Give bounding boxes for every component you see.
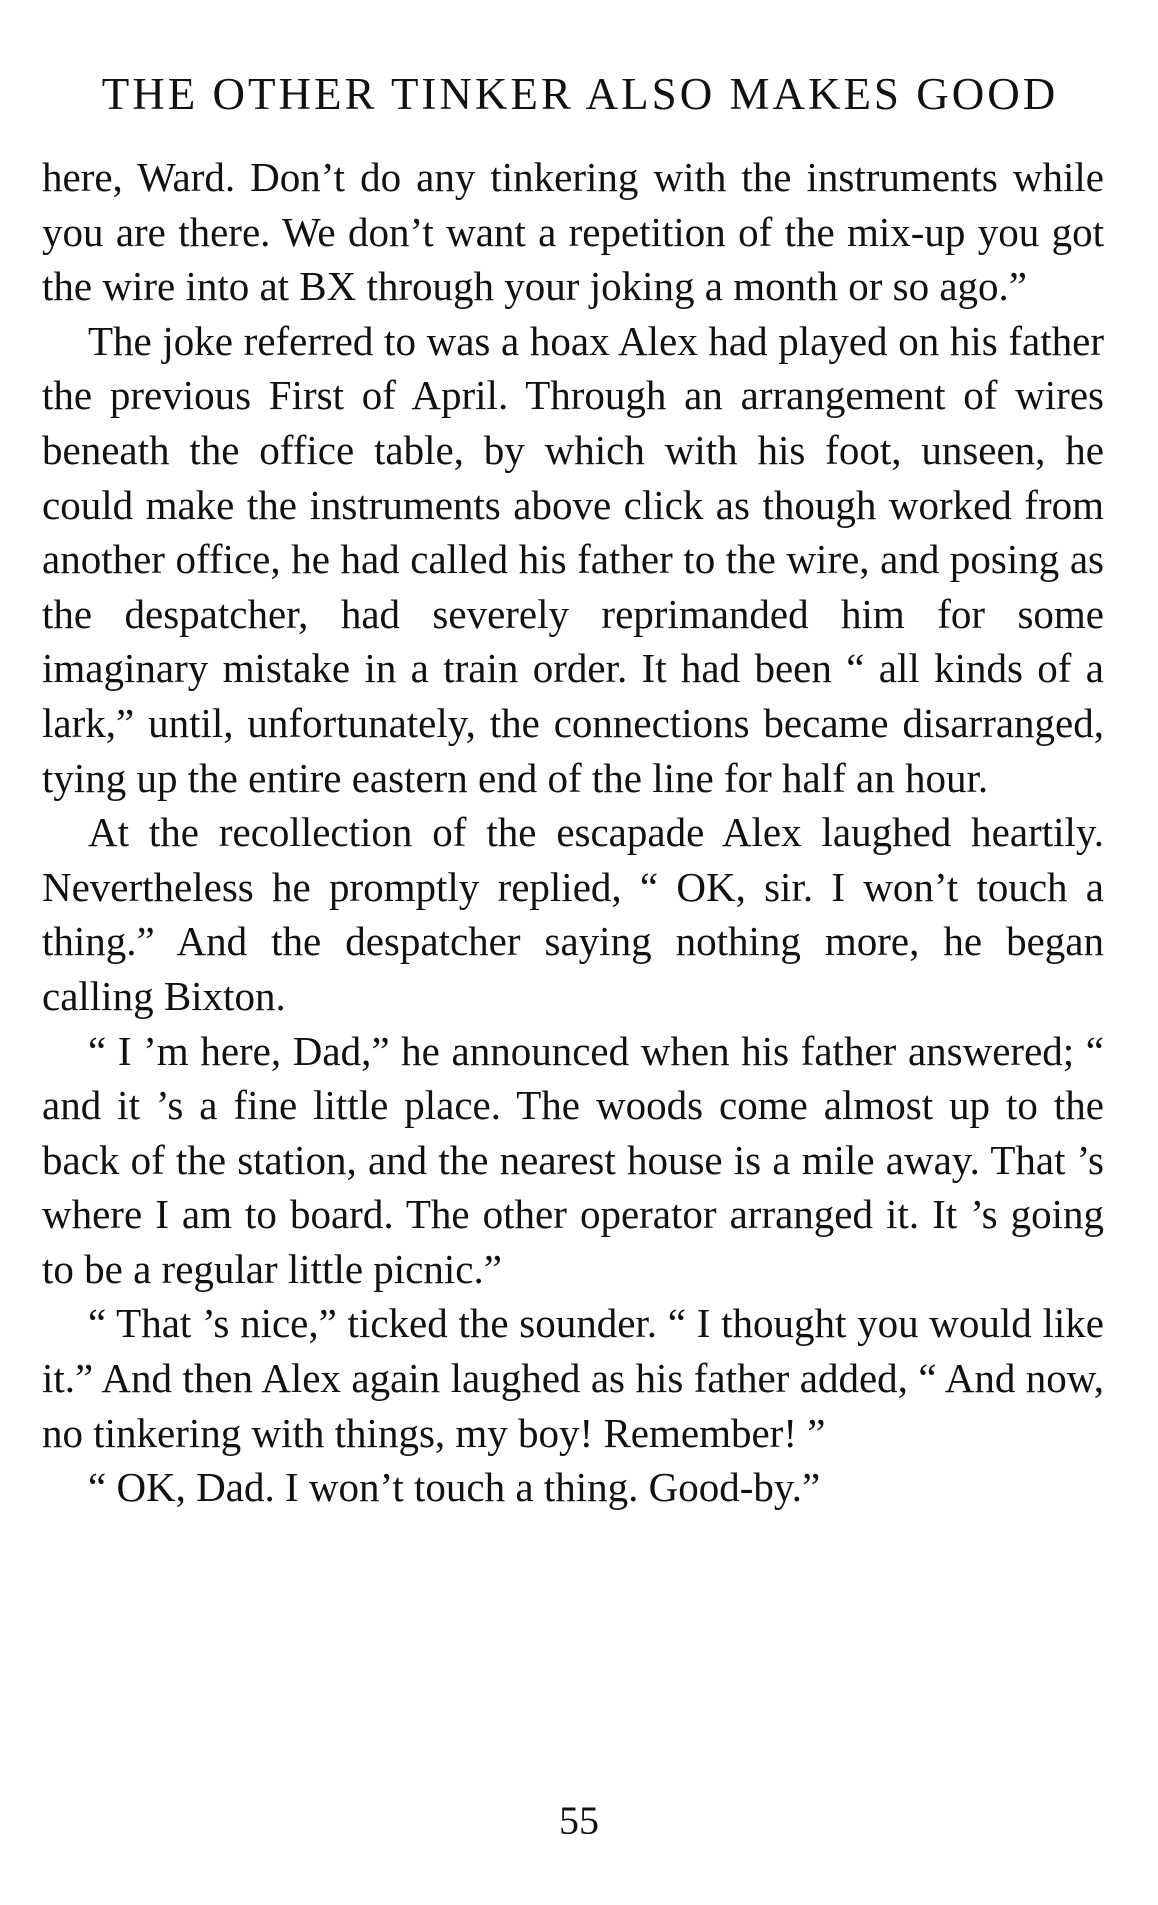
paragraph: “ That ’s nice,” ticked the sounder. “ I thought you would like it.” And then Alex again laughed as his father added, “ And now, no tinkering with things, my boy! Remember! ” bbox=[42, 1300, 1104, 1456]
paragraph: At the recollection of the escapade Alex laughed heartily. Nevertheless he promptly replied, “ OK, sir. I won’t touch a thing.” And the despatcher saying nothing more, he began calling Bixton. bbox=[42, 809, 1104, 1019]
page-number: 55 bbox=[559, 1798, 599, 1843]
paragraph: The joke referred to was a hoax Alex had played on his father the previous First of April. Through an arrangement of wires beneath the office table, by which with his foot, unseen, he could make the instruments above click as though worked from another office, he had called his father to the wire, and posing as the despatcher, had severely reprimanded him for some imaginary mistake in a train order. It had been “ all kinds of a lark,” until, unfortunately, the connections became disarranged, tying up the entire eastern end of the line for half an hour. bbox=[42, 317, 1104, 801]
paragraph: “ OK, Dad. I won’t touch a thing. Good-by.” bbox=[88, 1464, 821, 1511]
paragraph: “ I ’m here, Dad,” he announced when his father answered; “ and it ’s a fine little place. The woods come almost up to the back of the station, and the nearest house is a mile away. That ’s where I am to board. The other operator arranged it. It ’s going to be a regular little picnic.” bbox=[42, 1027, 1104, 1292]
body-text bbox=[42, 150, 1104, 1515]
running-head: THE OTHER TINKER ALSO MAKES GOOD bbox=[101, 69, 1059, 119]
paragraph: here, Ward. Don’t do any tinkering with the instruments while you are there. We don’t want a repetition of the mix-up you got the wire into at BX through your joking a month or so ago.” bbox=[42, 154, 1104, 310]
